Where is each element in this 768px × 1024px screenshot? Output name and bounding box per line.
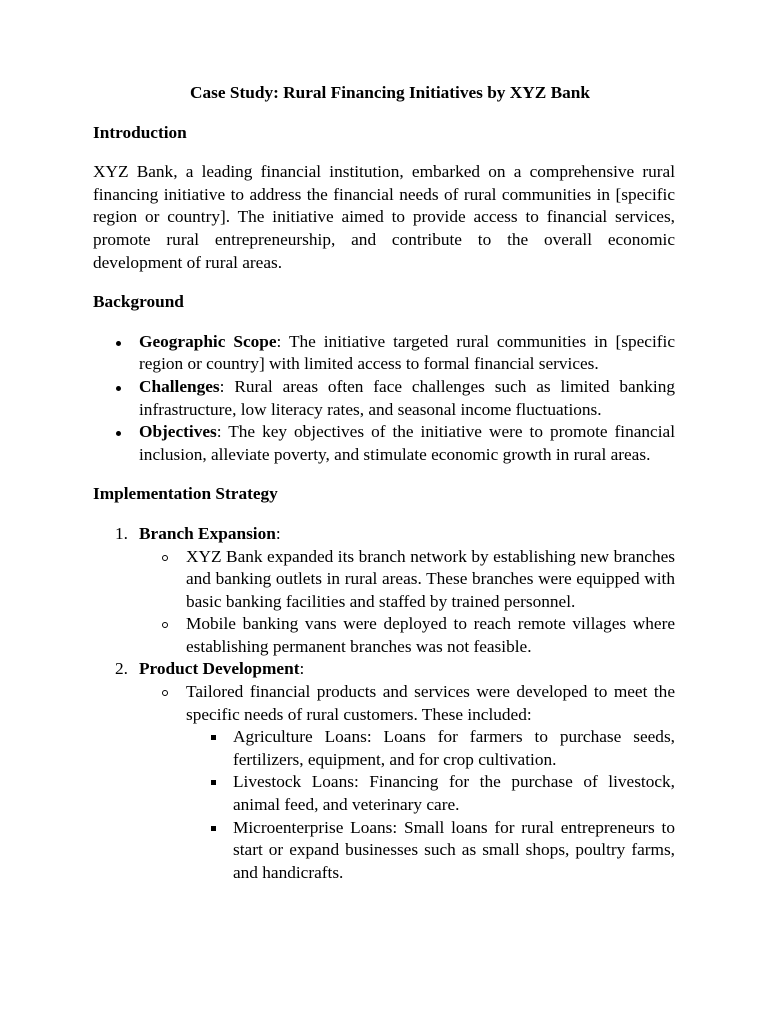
product-item [186, 817, 675, 885]
list-item-text: : The initiative targeted rural communities in [specific region or country] with limited access to formal financial services. [139, 331, 675, 374]
product-item-text: Agriculture Loans: Loans for farmers to purchase seeds, fertilizers, equipment, and for crop cultivation. [233, 727, 675, 769]
step-suffix: : [299, 659, 305, 679]
document-page [93, 82, 675, 884]
circle-bullet-icon [162, 555, 168, 561]
sub-list-item-text: Mobile banking vans were deployed to reach remote villages where establishing permanent branches was not feasible. [186, 614, 675, 656]
sub-list-item-text: XYZ Bank expanded its branch network by establishing new branches and banking outlets in rural areas. These branches were equipped with basic banking facilities and staffed by trained personnel. [186, 546, 675, 611]
sub-list-item [139, 546, 675, 614]
product-item [186, 726, 675, 771]
square-bullet-icon [211, 780, 216, 785]
square-bullet-icon [211, 826, 216, 831]
step-suffix: : [275, 523, 281, 543]
list-item-text: : Rural areas often face challenges such as limited banking infrastructure, low literacy rates, and seasonal income fluctuations. [139, 376, 675, 419]
implementation-heading: Implementation Strategy [93, 484, 278, 504]
step-subitems [139, 546, 675, 659]
step-term: Product Development [139, 659, 300, 679]
implementation-steps [93, 523, 675, 885]
product-item [186, 771, 675, 816]
background-list [93, 331, 675, 467]
product-item-text: Livestock Loans: Financing for the purchase of livestock, animal feed, and veterinary care. [233, 772, 675, 815]
document-title: Case Study: Rural Financing Initiatives by XYZ Bank [190, 83, 590, 102]
sub-list-item-text: Tailored financial products and services were developed to meet the specific needs of rural customers. These included: [186, 682, 675, 724]
introduction-paragraph: XYZ Bank, a leading financial institution, embarked on a comprehensive rural financing initiative to address the financial needs of rural communities in [specific region or country]. The initiative aimed to provide access to financial services, promote rural entrepreneurship, and contribute to the overall economic development of rural areas. [93, 162, 675, 272]
circle-bullet-icon [162, 690, 168, 696]
bullet-icon [116, 431, 121, 436]
list-item [93, 421, 675, 466]
bullet-icon [116, 341, 121, 346]
list-item-text: : The key objectives of the initiative were to promote financial inclusion, alleviate poverty, and stimulate economic growth in rural areas. [139, 422, 675, 464]
circle-bullet-icon [162, 622, 168, 628]
step-subitems [139, 681, 675, 884]
background-heading: Background [93, 292, 184, 312]
list-item [93, 331, 675, 376]
sub-list-item [139, 613, 675, 658]
introduction-heading: Introduction [93, 122, 187, 142]
product-item-text: Microenterprise Loans: Small loans for rural entrepreneurs to start or expand businesses such as small shops, poultry farms, and handicrafts. [233, 817, 675, 882]
step-item [93, 523, 675, 659]
step-term: Branch Expansion [139, 523, 276, 543]
product-list [186, 726, 675, 884]
step-number: 2. [115, 659, 128, 679]
list-item [93, 376, 675, 421]
bullet-icon [116, 386, 121, 391]
sub-list-item [139, 681, 675, 884]
step-item [93, 658, 675, 884]
square-bullet-icon [211, 735, 216, 740]
list-item-term: Geographic Scope [139, 331, 277, 351]
list-item-term: Challenges [139, 376, 220, 396]
list-item-term: Objectives [139, 422, 217, 442]
step-number: 1. [115, 523, 128, 543]
